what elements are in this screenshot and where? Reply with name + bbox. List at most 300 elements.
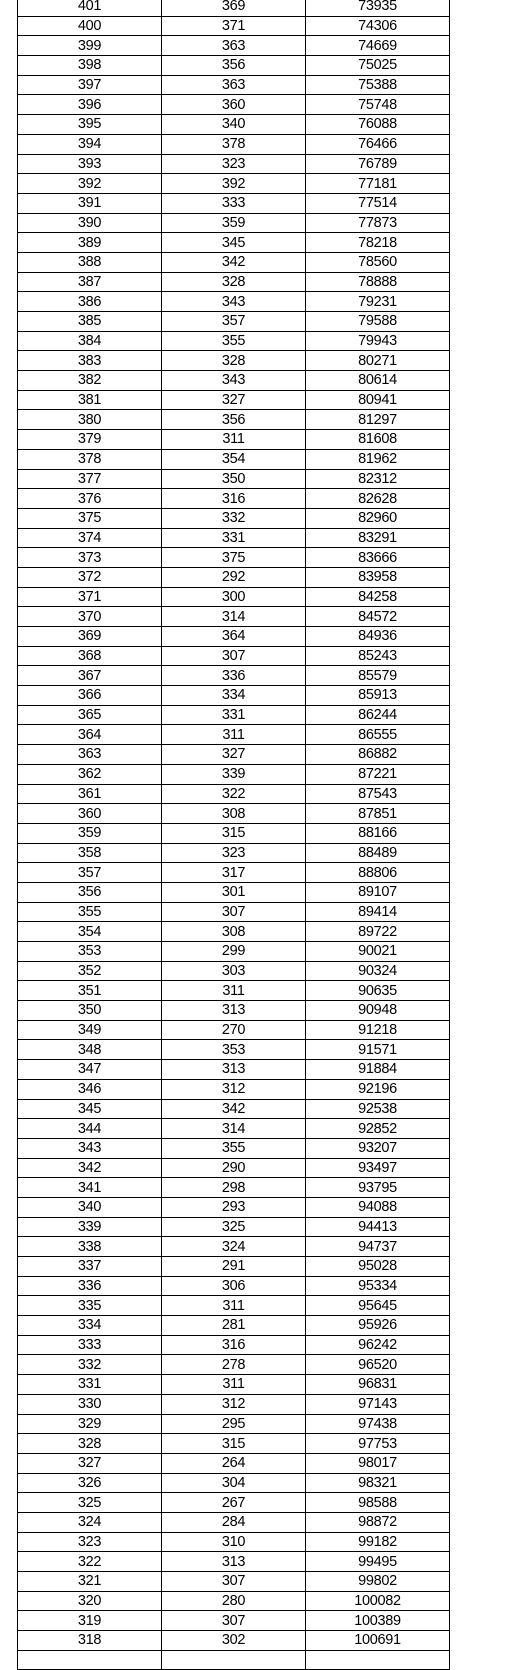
- table-row: [18, 1572, 450, 1592]
- cumulative-cell: 94413: [306, 1217, 450, 1237]
- table-row: [18, 902, 450, 922]
- table-row: [18, 36, 450, 56]
- count-cell: 311: [162, 981, 306, 1001]
- table-row: [18, 154, 450, 174]
- count-cell: 314: [162, 1119, 306, 1139]
- count-cell: 301: [162, 882, 306, 902]
- score-cell: 374: [18, 528, 162, 548]
- table-row: [18, 705, 450, 725]
- score-cell: 341: [18, 1178, 162, 1198]
- count-cell: 355: [162, 1138, 306, 1158]
- score-cell: 383: [18, 351, 162, 371]
- table-row: [18, 1237, 450, 1257]
- table-row: [18, 1650, 450, 1670]
- score-cell: 342: [18, 1158, 162, 1178]
- score-cell: 344: [18, 1119, 162, 1139]
- score-cell: 352: [18, 961, 162, 981]
- count-cell: 293: [162, 1197, 306, 1217]
- score-cell: [18, 1650, 162, 1670]
- cumulative-cell: 79588: [306, 312, 450, 332]
- cumulative-cell: 87851: [306, 804, 450, 824]
- score-cell: 356: [18, 882, 162, 902]
- cumulative-cell: 98872: [306, 1512, 450, 1532]
- score-cell: 326: [18, 1473, 162, 1493]
- cumulative-cell: 85913: [306, 686, 450, 706]
- cumulative-cell: 85243: [306, 646, 450, 666]
- count-cell: 350: [162, 469, 306, 489]
- cumulative-cell: 94088: [306, 1197, 450, 1217]
- score-cell: 330: [18, 1394, 162, 1414]
- score-cell: 338: [18, 1237, 162, 1257]
- score-cell: 331: [18, 1375, 162, 1395]
- table-row: [18, 627, 450, 647]
- table-row: [18, 1060, 450, 1080]
- score-cell: 329: [18, 1414, 162, 1434]
- score-cell: 391: [18, 193, 162, 213]
- score-cell: 340: [18, 1197, 162, 1217]
- table-row: [18, 489, 450, 509]
- table-row: [18, 1316, 450, 1336]
- table-row: [18, 1217, 450, 1237]
- cumulative-cell: 98017: [306, 1453, 450, 1473]
- score-cell: 376: [18, 489, 162, 509]
- score-cell: 389: [18, 233, 162, 253]
- score-cell: 350: [18, 1001, 162, 1021]
- score-cell: 381: [18, 390, 162, 410]
- score-cell: 395: [18, 115, 162, 135]
- cumulative-cell: 75025: [306, 56, 450, 76]
- cumulative-cell: 97143: [306, 1394, 450, 1414]
- table-row: [18, 1296, 450, 1316]
- cumulative-cell: 98321: [306, 1473, 450, 1493]
- cumulative-cell: 73935: [306, 0, 450, 16]
- count-cell: [162, 1650, 306, 1670]
- table-row: [18, 213, 450, 233]
- cumulative-cell: 95926: [306, 1316, 450, 1336]
- table-row: [18, 174, 450, 194]
- count-cell: 343: [162, 292, 306, 312]
- count-cell: 331: [162, 528, 306, 548]
- table-row: [18, 469, 450, 489]
- count-cell: 306: [162, 1276, 306, 1296]
- score-cell: 388: [18, 252, 162, 272]
- cumulative-cell: 90948: [306, 1001, 450, 1021]
- score-cell: 368: [18, 646, 162, 666]
- cumulative-cell: 87543: [306, 784, 450, 804]
- table-row: [18, 1257, 450, 1277]
- cumulative-cell: 92196: [306, 1079, 450, 1099]
- score-cell: 348: [18, 1040, 162, 1060]
- table-row: [18, 449, 450, 469]
- count-cell: 314: [162, 607, 306, 627]
- count-cell: 363: [162, 75, 306, 95]
- table-row: [18, 1611, 450, 1631]
- score-cell: 367: [18, 666, 162, 686]
- cumulative-cell: 87221: [306, 764, 450, 784]
- table-row: [18, 745, 450, 765]
- cumulative-cell: 99802: [306, 1572, 450, 1592]
- count-cell: 357: [162, 312, 306, 332]
- count-cell: 360: [162, 95, 306, 115]
- table-row: [18, 725, 450, 745]
- score-cell: 318: [18, 1631, 162, 1651]
- score-cell: 394: [18, 134, 162, 154]
- count-cell: 371: [162, 16, 306, 36]
- table-row: [18, 430, 450, 450]
- table-row: [18, 548, 450, 568]
- score-cell: 372: [18, 567, 162, 587]
- table-row: [18, 942, 450, 962]
- score-cell: 377: [18, 469, 162, 489]
- cumulative-cell: 93207: [306, 1138, 450, 1158]
- count-cell: 322: [162, 784, 306, 804]
- score-cell: 351: [18, 981, 162, 1001]
- table-row: [18, 1001, 450, 1021]
- cumulative-cell: 86244: [306, 705, 450, 725]
- score-cell: 335: [18, 1296, 162, 1316]
- cumulative-cell: 88489: [306, 843, 450, 863]
- score-cell: 392: [18, 174, 162, 194]
- cumulative-cell: 77873: [306, 213, 450, 233]
- table-row: [18, 0, 450, 16]
- table-row: [18, 1512, 450, 1532]
- table-row: [18, 843, 450, 863]
- cumulative-cell: 100389: [306, 1611, 450, 1631]
- table-row: [18, 528, 450, 548]
- score-cell: 364: [18, 725, 162, 745]
- table-row: [18, 1040, 450, 1060]
- cumulative-cell: 93795: [306, 1178, 450, 1198]
- table-row: [18, 1375, 450, 1395]
- score-cell: 336: [18, 1276, 162, 1296]
- count-cell: 315: [162, 823, 306, 843]
- score-cell: 328: [18, 1434, 162, 1454]
- score-cell: 339: [18, 1217, 162, 1237]
- table-row: [18, 292, 450, 312]
- score-cell: 354: [18, 922, 162, 942]
- count-cell: 328: [162, 272, 306, 292]
- count-cell: 307: [162, 1611, 306, 1631]
- score-cell: 332: [18, 1355, 162, 1375]
- score-cell: 363: [18, 745, 162, 765]
- count-cell: 356: [162, 410, 306, 430]
- cumulative-cell: 98588: [306, 1493, 450, 1513]
- score-cell: 386: [18, 292, 162, 312]
- count-cell: 353: [162, 1040, 306, 1060]
- cumulative-cell: 100691: [306, 1631, 450, 1651]
- cumulative-cell: 93497: [306, 1158, 450, 1178]
- score-cell: 397: [18, 75, 162, 95]
- cumulative-cell: 91571: [306, 1040, 450, 1060]
- cumulative-cell: 92538: [306, 1099, 450, 1119]
- count-cell: 359: [162, 213, 306, 233]
- count-cell: 324: [162, 1237, 306, 1257]
- table-row: [18, 410, 450, 430]
- cumulative-cell: 95645: [306, 1296, 450, 1316]
- cumulative-cell: 97438: [306, 1414, 450, 1434]
- cumulative-cell: 79231: [306, 292, 450, 312]
- count-cell: 327: [162, 390, 306, 410]
- cumulative-cell: 84258: [306, 587, 450, 607]
- count-cell: 343: [162, 371, 306, 391]
- score-cell: 325: [18, 1493, 162, 1513]
- count-cell: 310: [162, 1532, 306, 1552]
- count-cell: 355: [162, 331, 306, 351]
- count-cell: 312: [162, 1079, 306, 1099]
- table-row: [18, 1552, 450, 1572]
- count-cell: 325: [162, 1217, 306, 1237]
- score-cell: 382: [18, 371, 162, 391]
- cumulative-cell: 90635: [306, 981, 450, 1001]
- cumulative-cell: 96831: [306, 1375, 450, 1395]
- score-table: [17, 0, 450, 1670]
- table-row: [18, 1020, 450, 1040]
- score-cell: 319: [18, 1611, 162, 1631]
- cumulative-cell: 89107: [306, 882, 450, 902]
- count-cell: 292: [162, 567, 306, 587]
- cumulative-cell: 90021: [306, 942, 450, 962]
- table-row: [18, 1335, 450, 1355]
- count-cell: 311: [162, 1375, 306, 1395]
- count-cell: 392: [162, 174, 306, 194]
- table-row: [18, 804, 450, 824]
- cumulative-cell: 78888: [306, 272, 450, 292]
- table-row: [18, 1394, 450, 1414]
- cumulative-cell: 82628: [306, 489, 450, 509]
- score-cell: 323: [18, 1532, 162, 1552]
- cumulative-cell: 96242: [306, 1335, 450, 1355]
- table-row: [18, 764, 450, 784]
- cumulative-cell: 91218: [306, 1020, 450, 1040]
- score-cell: 370: [18, 607, 162, 627]
- score-cell: 334: [18, 1316, 162, 1336]
- score-cell: 361: [18, 784, 162, 804]
- count-cell: 311: [162, 1296, 306, 1316]
- count-cell: 302: [162, 1631, 306, 1651]
- score-cell: 366: [18, 686, 162, 706]
- table-row: [18, 1434, 450, 1454]
- table-row: [18, 1079, 450, 1099]
- table-row: [18, 75, 450, 95]
- cumulative-cell: 84572: [306, 607, 450, 627]
- score-cell: 321: [18, 1572, 162, 1592]
- cumulative-cell: 84936: [306, 627, 450, 647]
- score-cell: 357: [18, 863, 162, 883]
- count-cell: 364: [162, 627, 306, 647]
- table-row: [18, 272, 450, 292]
- cumulative-cell: 96520: [306, 1355, 450, 1375]
- score-cell: 327: [18, 1453, 162, 1473]
- count-cell: 313: [162, 1552, 306, 1572]
- table-row: [18, 823, 450, 843]
- count-cell: 378: [162, 134, 306, 154]
- table-row: [18, 1631, 450, 1651]
- score-cell: 369: [18, 627, 162, 647]
- score-cell: 365: [18, 705, 162, 725]
- table-row: [18, 882, 450, 902]
- count-cell: 334: [162, 686, 306, 706]
- score-cell: 346: [18, 1079, 162, 1099]
- score-cell: 320: [18, 1591, 162, 1611]
- score-cell: 399: [18, 36, 162, 56]
- score-cell: 360: [18, 804, 162, 824]
- score-cell: 343: [18, 1138, 162, 1158]
- cumulative-cell: 97753: [306, 1434, 450, 1454]
- cumulative-cell: 81962: [306, 449, 450, 469]
- cumulative-cell: 95334: [306, 1276, 450, 1296]
- cumulative-cell: 75388: [306, 75, 450, 95]
- count-cell: 345: [162, 233, 306, 253]
- cumulative-cell: 83958: [306, 567, 450, 587]
- cumulative-cell: 78560: [306, 252, 450, 272]
- count-cell: 375: [162, 548, 306, 568]
- cumulative-cell: 81608: [306, 430, 450, 450]
- score-cell: 385: [18, 312, 162, 332]
- cumulative-cell: 91884: [306, 1060, 450, 1080]
- score-cell: 387: [18, 272, 162, 292]
- count-cell: 333: [162, 193, 306, 213]
- count-cell: 299: [162, 942, 306, 962]
- table-row: [18, 371, 450, 391]
- score-cell: 347: [18, 1060, 162, 1080]
- cumulative-cell: 78218: [306, 233, 450, 253]
- cumulative-cell: 94737: [306, 1237, 450, 1257]
- count-cell: 316: [162, 1335, 306, 1355]
- count-cell: 307: [162, 1572, 306, 1592]
- cumulative-cell: 88166: [306, 823, 450, 843]
- count-cell: 308: [162, 804, 306, 824]
- table-row: [18, 1493, 450, 1513]
- score-cell: 393: [18, 154, 162, 174]
- cumulative-cell: 86882: [306, 745, 450, 765]
- cumulative-cell: 80941: [306, 390, 450, 410]
- score-cell: 375: [18, 508, 162, 528]
- count-cell: 317: [162, 863, 306, 883]
- score-cell: 380: [18, 410, 162, 430]
- count-cell: 304: [162, 1473, 306, 1493]
- count-cell: 295: [162, 1414, 306, 1434]
- cumulative-cell: 86555: [306, 725, 450, 745]
- count-cell: 331: [162, 705, 306, 725]
- table-row: [18, 686, 450, 706]
- cumulative-cell: 89414: [306, 902, 450, 922]
- score-cell: 400: [18, 16, 162, 36]
- table-row: [18, 95, 450, 115]
- count-cell: 339: [162, 764, 306, 784]
- cumulative-cell: [306, 1650, 450, 1670]
- table-row: [18, 1355, 450, 1375]
- cumulative-cell: 76466: [306, 134, 450, 154]
- cumulative-cell: 89722: [306, 922, 450, 942]
- score-cell: 378: [18, 449, 162, 469]
- cumulative-cell: 76789: [306, 154, 450, 174]
- score-cell: 373: [18, 548, 162, 568]
- count-cell: 369: [162, 0, 306, 16]
- table-row: [18, 1158, 450, 1178]
- count-cell: 354: [162, 449, 306, 469]
- table-row: [18, 1591, 450, 1611]
- table-row: [18, 134, 450, 154]
- count-cell: 342: [162, 1099, 306, 1119]
- cumulative-cell: 80271: [306, 351, 450, 371]
- cumulative-cell: 77514: [306, 193, 450, 213]
- count-cell: 342: [162, 252, 306, 272]
- table-row: [18, 233, 450, 253]
- count-cell: 336: [162, 666, 306, 686]
- cumulative-cell: 85579: [306, 666, 450, 686]
- count-cell: 323: [162, 843, 306, 863]
- table-row: [18, 922, 450, 942]
- score-cell: 396: [18, 95, 162, 115]
- cumulative-cell: 79943: [306, 331, 450, 351]
- score-cell: 390: [18, 213, 162, 233]
- cumulative-cell: 95028: [306, 1257, 450, 1277]
- table-row: [18, 351, 450, 371]
- table-row: [18, 666, 450, 686]
- table-row: [18, 961, 450, 981]
- count-cell: 313: [162, 1060, 306, 1080]
- table-row: [18, 1473, 450, 1493]
- score-cell: 353: [18, 942, 162, 962]
- cumulative-cell: 81297: [306, 410, 450, 430]
- count-cell: 291: [162, 1257, 306, 1277]
- count-cell: 315: [162, 1434, 306, 1454]
- count-cell: 270: [162, 1020, 306, 1040]
- table-row: [18, 1276, 450, 1296]
- cumulative-cell: 99182: [306, 1532, 450, 1552]
- score-cell: 355: [18, 902, 162, 922]
- count-cell: 340: [162, 115, 306, 135]
- score-cell: 324: [18, 1512, 162, 1532]
- table-row: [18, 587, 450, 607]
- cumulative-cell: 100082: [306, 1591, 450, 1611]
- score-cell: 322: [18, 1552, 162, 1572]
- table-row: [18, 193, 450, 213]
- table-row: [18, 981, 450, 1001]
- count-cell: 332: [162, 508, 306, 528]
- score-cell: 358: [18, 843, 162, 863]
- table-row: [18, 16, 450, 36]
- cumulative-cell: 92852: [306, 1119, 450, 1139]
- table-row: [18, 56, 450, 76]
- count-cell: 281: [162, 1316, 306, 1336]
- count-cell: 316: [162, 489, 306, 509]
- count-cell: 303: [162, 961, 306, 981]
- score-cell: 337: [18, 1257, 162, 1277]
- score-cell: 384: [18, 331, 162, 351]
- cumulative-cell: 76088: [306, 115, 450, 135]
- table-row: [18, 607, 450, 627]
- cumulative-cell: 75748: [306, 95, 450, 115]
- table-row: [18, 1532, 450, 1552]
- cumulative-cell: 88806: [306, 863, 450, 883]
- count-cell: 312: [162, 1394, 306, 1414]
- count-cell: 280: [162, 1591, 306, 1611]
- count-cell: 363: [162, 36, 306, 56]
- count-cell: 267: [162, 1493, 306, 1513]
- table-row: [18, 784, 450, 804]
- table-row: [18, 863, 450, 883]
- count-cell: 328: [162, 351, 306, 371]
- table-row: [18, 646, 450, 666]
- count-cell: 298: [162, 1178, 306, 1198]
- count-cell: 311: [162, 725, 306, 745]
- score-cell: 401: [18, 0, 162, 16]
- count-cell: 356: [162, 56, 306, 76]
- cumulative-cell: 74669: [306, 36, 450, 56]
- cumulative-cell: 74306: [306, 16, 450, 36]
- cumulative-cell: 82312: [306, 469, 450, 489]
